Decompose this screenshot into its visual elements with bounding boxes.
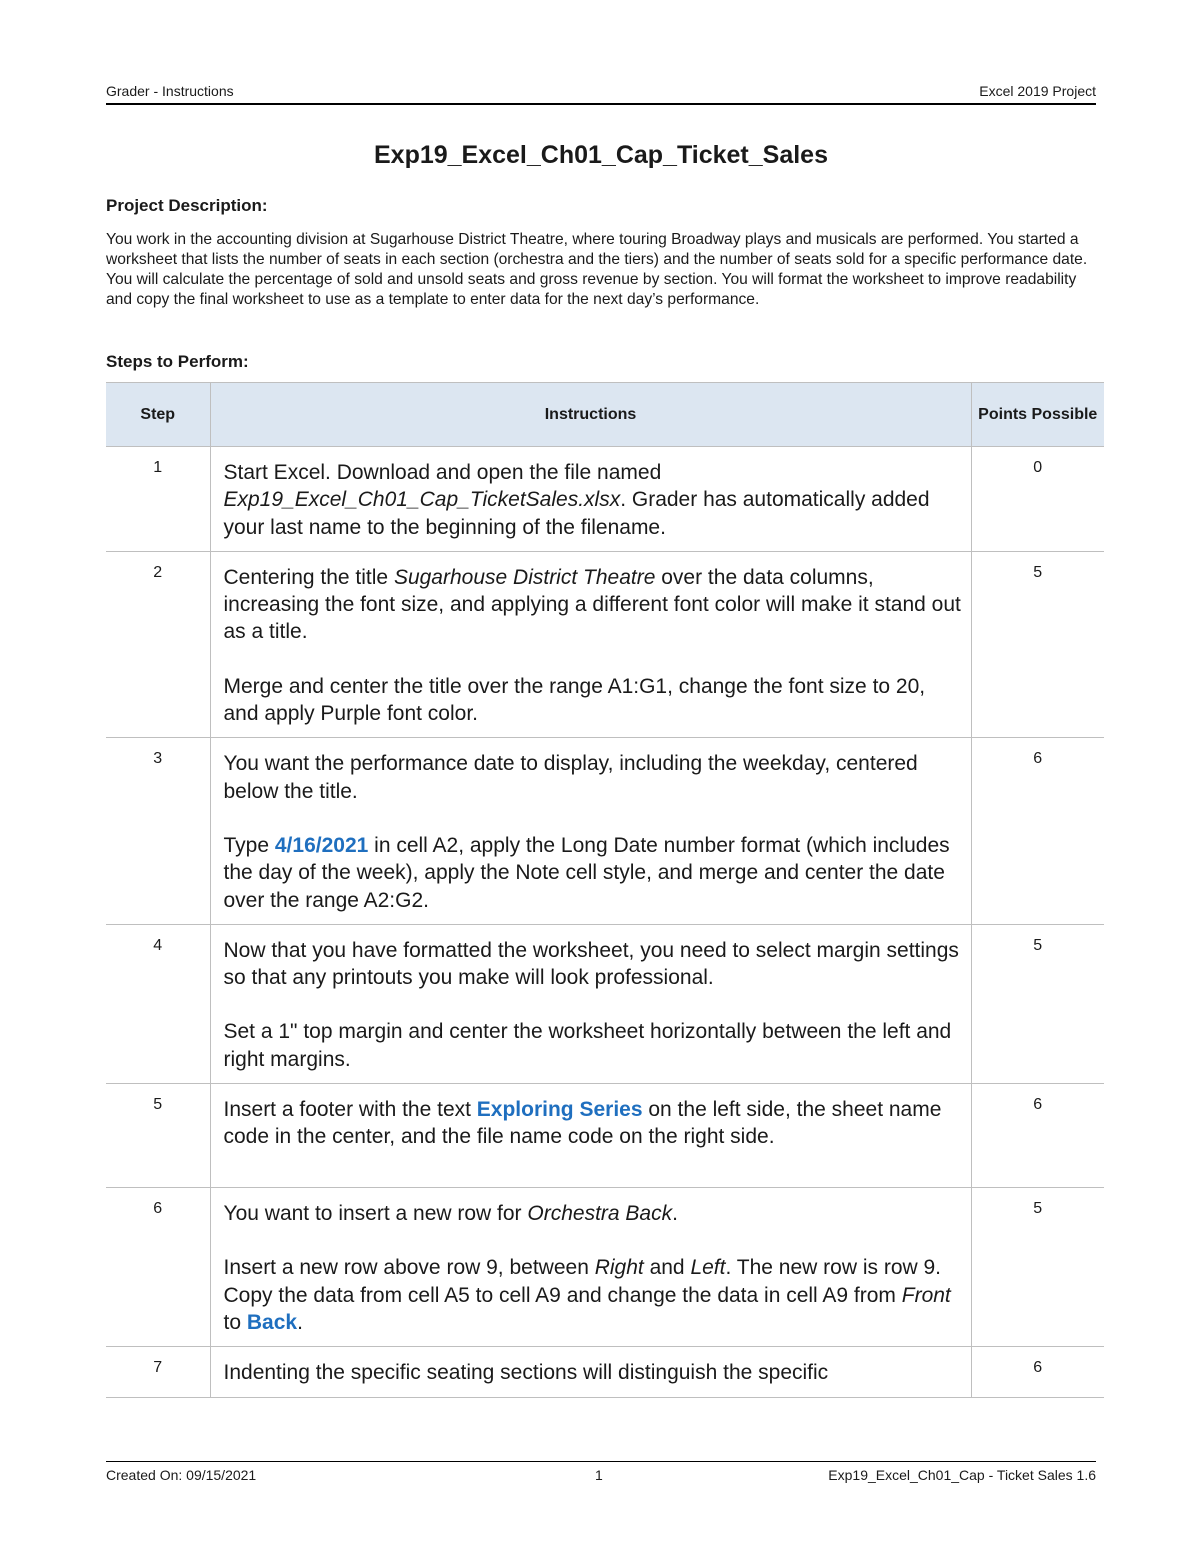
instruction-text: Insert a footer with the text: [223, 1098, 477, 1122]
instruction-text: . The new row is row 9. Copy the data from cell A5 to cell A9 and change the data in cell A9 from: [223, 1256, 942, 1307]
step-number: 3: [106, 738, 210, 924]
typed-value: 4/16/2021: [274, 833, 369, 857]
step-number: 4: [106, 924, 210, 1083]
step-points: 5: [971, 551, 1104, 737]
emphasis-text: Right: [594, 1256, 644, 1280]
table-row: [106, 924, 1104, 1083]
table-row: [106, 1084, 1104, 1188]
instruction-text: Set a 1" top margin and center the worksheet horizontally between the left and right margins.: [223, 1020, 952, 1071]
instruction-text: on the left side, the sheet name code in the center, and the file name code on the right side.: [223, 1098, 942, 1149]
step-number: 5: [106, 1084, 210, 1188]
emphasis-text: Sugarhouse District Theatre: [393, 565, 656, 589]
instruction-text: Merge and center the title over the range A1:G1, change the font size to 20, and apply Purple font color.: [223, 674, 926, 726]
steps-table: [106, 382, 1104, 1398]
table-row: [106, 447, 1104, 552]
instruction-text: Centering the title: [223, 565, 394, 589]
step-instructions: [210, 1347, 971, 1398]
step-number: 7: [106, 1347, 210, 1398]
emphasis-text: Left: [690, 1256, 726, 1280]
instruction-text: Start Excel. Download and open the file named: [223, 461, 662, 484]
table-header-row: [106, 383, 1104, 447]
emphasis-text: Front: [901, 1283, 951, 1307]
instruction-text: over the data columns, increasing the font size, and applying a different font color will make it stand out as a title.: [223, 565, 961, 644]
instruction-text: You want the performance date to display, including the weekday, centered below the title.: [223, 752, 918, 803]
table-row: [106, 551, 1104, 737]
instruction-text: Type: [223, 833, 275, 857]
footer-created-on: Created On: 09/15/2021: [106, 1467, 257, 1483]
step-instructions: [210, 1084, 971, 1188]
footer-document-id: Exp19_Excel_Ch01_Cap - Ticket Sales 1.6: [828, 1467, 1096, 1483]
table-row: [106, 738, 1104, 924]
step-points: 5: [971, 924, 1104, 1083]
description-heading: Project Description:: [106, 196, 268, 215]
typed-value: Back: [246, 1310, 298, 1334]
footer-page-number: 1: [595, 1467, 603, 1483]
step-points: 0: [971, 447, 1104, 552]
step-number: 6: [106, 1188, 210, 1347]
step-instructions: [210, 447, 971, 552]
step-instructions: [210, 738, 971, 924]
step-points: 6: [971, 1347, 1104, 1398]
emphasis-text: Orchestra Back: [527, 1202, 673, 1226]
step-instructions: [210, 1188, 971, 1347]
instruction-text: Now that you have formatted the worksheet, you need to select margin settings so that any printouts you make will look professional.: [223, 938, 959, 990]
step-points: 6: [971, 738, 1104, 924]
steps-heading: Steps to Perform:: [106, 352, 249, 371]
project-description: You work in the accounting division at Sugarhouse District Theatre, where touring Broadway plays and musicals are performed. You started a worksheet that lists the number of seats in each section (orchestra and the tiers) and the number of seats sold for a specific performance date. You will calculate the percentage of sold and unsold seats and gross revenue by section. You will format the worksheet to improve readability and copy the final worksheet to use as a template to enter data for the next day’s performance.: [106, 231, 1088, 308]
document-page: [106, 0, 1096, 1553]
file-name: Exp19_Excel_Ch01_Cap_TicketSales.xlsx: [223, 488, 621, 512]
step-number: 2: [106, 551, 210, 737]
step-number: 1: [106, 447, 210, 552]
step-points: 6: [971, 1084, 1104, 1188]
step-instructions: [210, 551, 971, 737]
instruction-text: . Grader has automatically added your last name to the beginning of the filename.: [223, 488, 930, 539]
col-header-points: Points Possible: [971, 383, 1104, 447]
typed-value: Exploring Series: [476, 1098, 643, 1122]
instruction-text: in cell A2, apply the Long Date number format (which includes the day of the week), apply the Note cell style, and merge and center the date over the range A2:G2.: [223, 833, 950, 912]
step-instructions: [210, 924, 971, 1083]
table-row: [106, 1188, 1104, 1347]
instruction-text: .: [672, 1202, 678, 1226]
table-row: [106, 1347, 1104, 1398]
page-header: [106, 83, 1096, 105]
page-footer: [106, 1461, 1096, 1483]
col-header-instructions: Instructions: [210, 383, 971, 447]
instruction-text: .: [297, 1310, 303, 1334]
header-right: Excel 2019 Project: [979, 83, 1096, 99]
document-title: Exp19_Excel_Ch01_Cap_Ticket_Sales: [373, 141, 828, 169]
instruction-text: Insert a new row above row 9, between: [223, 1256, 595, 1280]
header-left: Grader - Instructions: [106, 83, 234, 99]
instruction-text: and: [643, 1256, 691, 1280]
instruction-text: to: [223, 1310, 247, 1334]
instruction-text: You want to insert a new row for: [223, 1202, 528, 1226]
step-points: 5: [971, 1188, 1104, 1347]
col-header-step: Step: [106, 383, 210, 447]
instruction-text: Indenting the specific seating sections will distinguish the specific: [223, 1361, 829, 1385]
